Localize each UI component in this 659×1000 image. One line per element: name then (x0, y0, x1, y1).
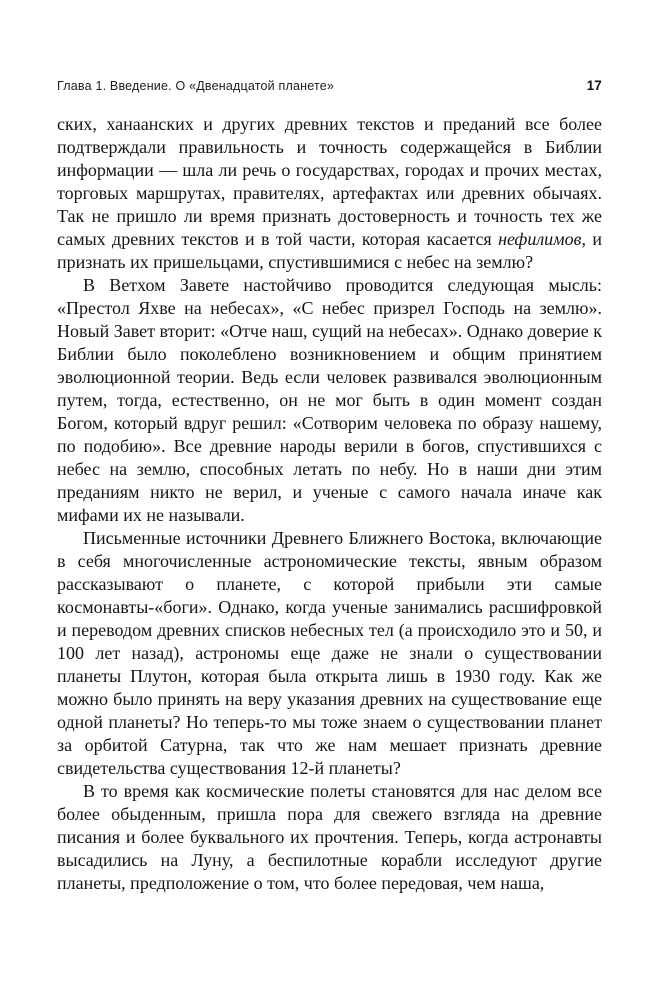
paragraph (57, 113, 602, 274)
chapter-running-title: Глава 1. Введение. О «Двенадцатой планете» (57, 79, 335, 93)
running-header (57, 78, 602, 93)
paragraph-text: и признать их пришельцами, спустившимися с небес на землю? (57, 229, 602, 272)
paragraph-text-italic: нефилимов, (498, 229, 586, 249)
page-number: 17 (586, 78, 602, 93)
paragraph-text: ских, ханаанских и других древних текстов и преданий все более подтверждали правильность и точность содержащейся в Библии информации — шла ли речь о государствах, городах и прочих местах, торговых маршрутах, правителях, артефактах или древних обычаях. Так не пришло ли время признать достоверность и точность тех же самых древних текстов и в той части, которая касается (57, 114, 602, 249)
body-text (57, 113, 602, 895)
paragraph: В Ветхом Завете настойчиво проводится следующая мысль: «Престол Яхве на небесах», «С небес призрел Господь на землю». Новый Завет вторит: «Отче наш, сущий на небесах». Однако доверие к Библии было поколеблено возникновением и общим принятием эволюционной теории. Ведь если человек развивался эволюционным путем, тогда, естественно, он не мог быть в один момент создан Богом, который вдруг решил: «Сотворим человека по образу нашему, по подобию». Все древние народы верили в богов, спустившихся с небес на землю, способных летать по небу. Но в наши дни этим преданиям никто не верил, и ученые с самого начала иначе как мифами их не называли. (57, 275, 603, 525)
paragraph: Письменные источники Древнего Ближнего Востока, включающие в себя многочисленные астрономические тексты, явным образом рассказывают о планете, с которой прибыли эти самые космонавты-«боги». Однако, когда ученые занимались расшифровкой и переводом древних списков небесных тел (а происходило это и 50, и 100 лет назад), астрономы еще даже не знали о существовании планеты Плутон, которая была открыта лишь в 1930 году. Как же можно было принять на веру указания древних на существование еще одной планеты? Но теперь-то мы тоже знаем о существовании планет за орбитой Сатурна, так что же нам мешает признать древние свидетельства существования 12-й планеты? (57, 528, 602, 778)
paragraph: В то время как космические полеты становятся для нас делом все более обыденным, пришла пора для свежего взгляда на древние писания и более буквального их прочтения. Теперь, когда астронавты высадились на Луну, а беспилотные корабли исследуют другие планеты, предположение о том, что более передовая, чем наша, (57, 781, 602, 893)
